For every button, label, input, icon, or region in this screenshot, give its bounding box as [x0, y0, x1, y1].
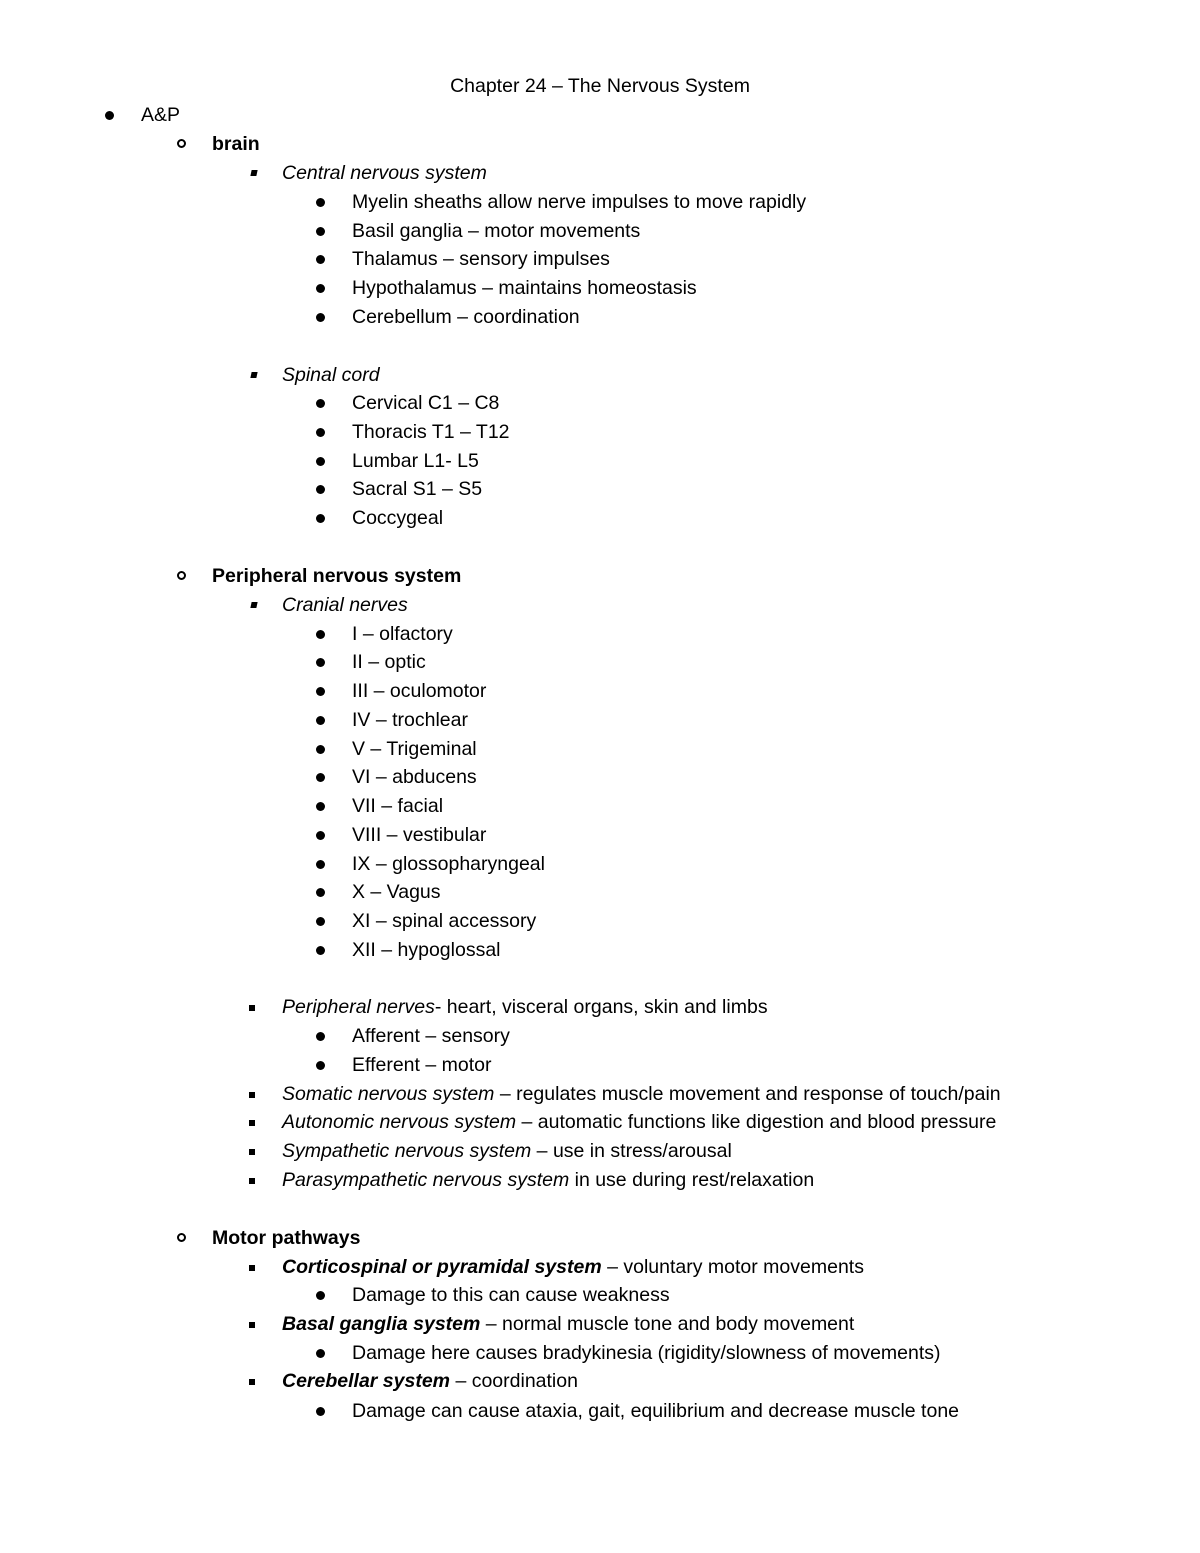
bullet-icon [316, 485, 325, 494]
list-item: Damage to this can cause weakness [0, 1281, 1200, 1310]
list-item-basal-ganglia: Basal ganglia system – normal muscle tone and body movement [0, 1310, 1200, 1339]
bullet-icon [316, 514, 325, 523]
bullet-icon [316, 946, 325, 955]
bullet-icon [316, 917, 325, 926]
bullet-icon [316, 1032, 325, 1041]
square-bullet-icon [250, 602, 257, 608]
bullet-icon [316, 1061, 325, 1070]
list-item: Thalamus – sensory impulses [0, 245, 1200, 274]
list-item-cranial-nerves: Cranial nerves [0, 591, 1200, 620]
bullet-icon [316, 745, 325, 754]
list-item-brain: brain [0, 130, 1200, 159]
square-bullet-icon [249, 1092, 255, 1098]
square-bullet-icon [249, 1379, 255, 1385]
square-bullet-icon [249, 1120, 255, 1126]
square-bullet-icon [250, 170, 257, 176]
list-item: Coccygeal [0, 504, 1200, 533]
square-bullet-icon [249, 1322, 255, 1328]
bullet-icon [316, 313, 325, 322]
list-item: Hypothalamus – maintains homeostasis [0, 274, 1200, 303]
bullet-icon [316, 227, 325, 236]
bullet-icon [316, 1407, 325, 1416]
list-item: V – Trigeminal [0, 735, 1200, 764]
list-item-sympathetic: Sympathetic nervous system – use in stress/arousal [0, 1137, 1200, 1166]
square-bullet-icon [249, 1178, 255, 1184]
square-bullet-icon [249, 1149, 255, 1155]
list-item-somatic: Somatic nervous system – regulates muscle movement and response of touch/pain [0, 1080, 1200, 1109]
bullet-icon [316, 198, 325, 207]
list-item: VIII – vestibular [0, 821, 1200, 850]
list-item: X – Vagus [0, 878, 1200, 907]
bullet-icon [316, 773, 325, 782]
bullet-icon [316, 284, 325, 293]
bullet-icon [316, 1291, 325, 1300]
list-item: III – oculomotor [0, 677, 1200, 706]
list-item-motor-pathways: Motor pathways [0, 1224, 1200, 1253]
list-item-spinal-cord: Spinal cord [0, 361, 1200, 390]
list-item: XI – spinal accessory [0, 907, 1200, 936]
bullet-icon [316, 831, 325, 840]
list-item-cerebellar: Cerebellar system – coordination [0, 1367, 1200, 1396]
list-item-pns: Peripheral nervous system [0, 562, 1200, 591]
bullet-icon [316, 687, 325, 696]
list-item: Cervical C1 – C8 [0, 389, 1200, 418]
bullet-icon [316, 399, 325, 408]
bullet-icon [316, 255, 325, 264]
list-item: Basil ganglia – motor movements [0, 217, 1200, 246]
bullet-icon [316, 888, 325, 897]
list-item: I – olfactory [0, 620, 1200, 649]
list-item-autonomic: Autonomic nervous system – automatic functions like digestion and blood pressure [0, 1108, 1200, 1137]
list-item: Efferent – motor [0, 1051, 1200, 1080]
list-item: Damage here causes bradykinesia (rigidity/slowness of movements) [0, 1339, 1200, 1368]
list-item: Damage can cause ataxia, gait, equilibrium and decrease muscle tone [0, 1397, 1200, 1426]
page-title: Chapter 24 – The Nervous System [450, 75, 750, 97]
bullet-icon [316, 716, 325, 725]
list-item-cns: Central nervous system [0, 159, 1200, 188]
bullet-icon [316, 860, 325, 869]
square-bullet-icon [249, 1005, 255, 1011]
list-item: IV – trochlear [0, 706, 1200, 735]
bullet-icon [316, 457, 325, 466]
circle-bullet-icon [177, 571, 186, 580]
list-item: Afferent – sensory [0, 1022, 1200, 1051]
list-item: Cerebellum – coordination [0, 303, 1200, 332]
list-item: VI – abducens [0, 763, 1200, 792]
list-item-parasympathetic: Parasympathetic nervous system in use during rest/relaxation [0, 1166, 1200, 1195]
list-item: Myelin sheaths allow nerve impulses to move rapidly [0, 188, 1200, 217]
bullet-icon [316, 658, 325, 667]
list-item: Lumbar L1- L5 [0, 447, 1200, 476]
bullet-icon [316, 630, 325, 639]
list-item-peripheral-nerves: Peripheral nerves- heart, visceral organs, skin and limbs [0, 993, 1200, 1022]
list-item: XII – hypoglossal [0, 936, 1200, 965]
bullet-icon [316, 1349, 325, 1358]
square-bullet-icon [249, 1265, 255, 1271]
bullet-icon [316, 802, 325, 811]
bullet-icon [105, 111, 114, 120]
list-item: II – optic [0, 648, 1200, 677]
circle-bullet-icon [177, 139, 186, 148]
bullet-icon [316, 428, 325, 437]
list-item: IX – glossopharyngeal [0, 850, 1200, 879]
list-item: Sacral S1 – S5 [0, 475, 1200, 504]
list-item-corticospinal: Corticospinal or pyramidal system – voluntary motor movements [0, 1253, 1200, 1282]
list-item: Thoracis T1 – T12 [0, 418, 1200, 447]
list-item-ap: A&P [0, 101, 1200, 130]
circle-bullet-icon [177, 1233, 186, 1242]
list-item: VII – facial [0, 792, 1200, 821]
square-bullet-icon [250, 372, 257, 378]
